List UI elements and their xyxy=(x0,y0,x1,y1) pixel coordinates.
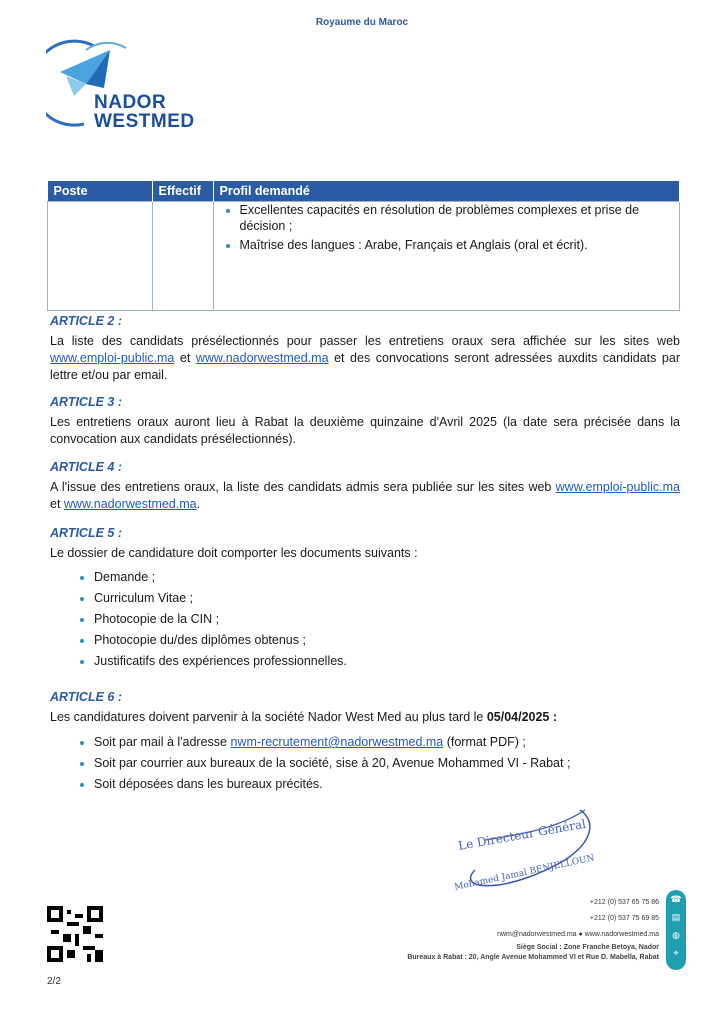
location-icon: ⌖ xyxy=(673,948,679,958)
company-logo xyxy=(46,36,236,132)
article-4-text-b: et xyxy=(50,497,64,511)
documents-list xyxy=(50,567,694,672)
fax-icon: ▤ xyxy=(671,912,681,922)
signature-icon xyxy=(445,800,625,900)
globe-icon: ◍ xyxy=(672,930,680,940)
list-item: • Demande ; xyxy=(94,567,694,588)
column-header: Profil demandé xyxy=(213,181,680,202)
phone-1: +212 (0) 537 65 75 86 xyxy=(589,899,659,906)
logo-name-line1: NADOR xyxy=(94,92,167,113)
submission-methods-list xyxy=(50,732,724,795)
profile-table xyxy=(47,181,680,311)
article-3-text: Les entretiens oraux auront lieu à Rabat la deuxième quinzaine d'Avril 2025 (la date sera précisée dans la convocation aux candidats présélectionnés). xyxy=(50,415,680,446)
article-6-title: ARTICLE 6 : xyxy=(50,690,122,704)
method-mail-text: Soit par mail à l'adresse xyxy=(94,735,231,749)
contact-icons-bar xyxy=(666,890,686,970)
list-item xyxy=(94,732,724,753)
article-2-text xyxy=(50,333,680,384)
table-cell-effectif xyxy=(152,202,213,311)
article-2-text-a: La liste des candidats présélectionnés pour passer les entretiens oraux sera affichée sur les sites web xyxy=(50,334,680,348)
emploi-public-link[interactable]: www.emploi-public.ma xyxy=(50,351,175,365)
article-2-text-c: et des convocations seront adressées auxdits candidats par lettre et/ou par email. xyxy=(50,351,680,382)
table-cell-poste xyxy=(48,202,153,311)
method-mail-format: (format PDF) ; xyxy=(443,735,526,749)
article-6-intro xyxy=(50,709,680,726)
page-number: 2/2 xyxy=(47,976,61,987)
article-2-text-b: et xyxy=(174,351,196,365)
header-kingdom: Royaume du Maroc xyxy=(315,17,409,28)
article-5-title: ARTICLE 5 : xyxy=(50,526,122,540)
article-5-intro: Le dossier de candidature doit comporter les documents suivants : xyxy=(50,546,418,560)
list-item: • Excellentes capacités en résolution de problèmes complexes et prise de décision ; xyxy=(240,202,680,234)
rabat-address: Bureaux à Rabat : 20, Angle Avenue Mohammed VI et Rue D. Mabella, Rabat xyxy=(407,954,659,961)
article-4-title: ARTICLE 4 : xyxy=(50,460,122,474)
logo-name-line2: WESTMED xyxy=(94,111,195,132)
article-3-title: ARTICLE 3 : xyxy=(50,395,122,409)
article-4-text-c: . xyxy=(196,497,201,511)
emploi-public-link[interactable]: www.emploi-public.ma xyxy=(555,480,680,494)
article-2-title: ARTICLE 2 : xyxy=(50,314,122,328)
table-cell-profil xyxy=(213,202,680,311)
qr-code-icon xyxy=(47,906,103,962)
contact-block xyxy=(407,895,659,963)
phone-2: +212 (0) 537 75 69 85 xyxy=(589,915,659,922)
nadorwestmed-link[interactable]: www.nadorwestmed.ma xyxy=(195,351,329,365)
table-row xyxy=(48,202,680,311)
list-item: • Photocopie du/des diplômes obtenus ; xyxy=(94,630,694,651)
list-item: • Soit par courrier aux bureaux de la société, sise à 20, Avenue Mohammed VI - Rabat ; xyxy=(94,753,724,774)
list-item: • Maîtrise des langues : Arabe, Français et Anglais (oral et écrit). xyxy=(240,237,680,253)
article-4-text xyxy=(50,479,680,513)
signature-title: Le Directeur Général xyxy=(457,816,587,853)
column-header: Effectif xyxy=(152,181,213,202)
article-4-text-a: A l'issue des entretiens oraux, la liste des candidats admis sera publiée sur les sites web xyxy=(50,480,556,494)
phone-icon: ☎ xyxy=(670,894,682,904)
recruitment-email-link[interactable]: nwm-recrutement@nadorwestmed.ma xyxy=(230,735,444,749)
article-6-intro-a: Les candidatures doivent parvenir à la société Nador West Med au plus tard le xyxy=(50,710,487,724)
nadorwestmed-link[interactable]: www.nadorwestmed.ma xyxy=(63,497,197,511)
contact-web: nwm@nadorwestmed.ma ● www.nadorwestmed.ma xyxy=(497,931,659,938)
table-header-row xyxy=(48,181,680,202)
list-item: • Photocopie de la CIN ; xyxy=(94,609,694,630)
list-item: • Curriculum Vitae ; xyxy=(94,588,694,609)
column-header: Poste xyxy=(48,181,153,202)
list-item: • Soit déposées dans les bureaux précités. xyxy=(94,774,724,795)
signature-name: Mohamed Jamal BENJELLOUN xyxy=(453,853,596,893)
siege-address: Siège Social : Zone Franche Betoya, Nador xyxy=(516,944,659,951)
list-item: • Justificatifs des expériences professionnelles. xyxy=(94,651,694,672)
deadline-date: 05/04/2025 : xyxy=(486,710,558,724)
signature-stamp xyxy=(445,800,625,900)
